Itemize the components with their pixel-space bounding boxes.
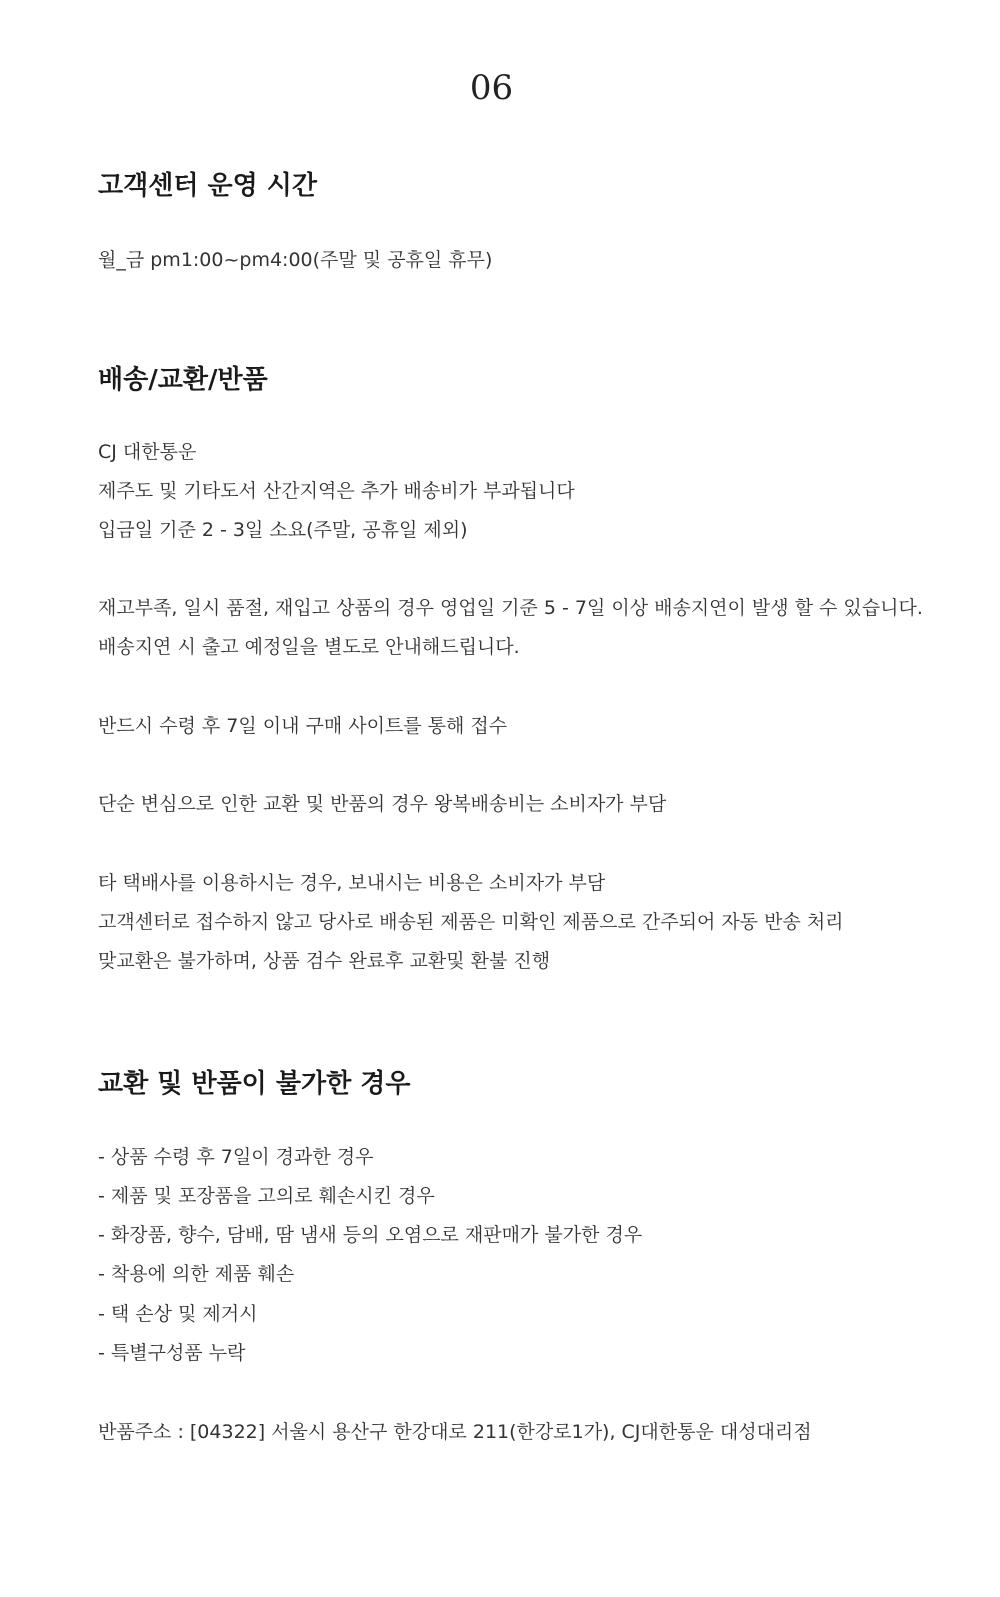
section-title-not-allowed: 교환 및 반품이 불가한 경우 — [98, 1069, 411, 1099]
exchange-policy: 맞교환은 불가하며, 상품 검수 완료후 교환및 환불 진행 — [98, 950, 551, 972]
list-item: - 택 손상 및 제거시 — [98, 1303, 258, 1325]
section-title-hours: 고객센터 운영 시간 — [98, 171, 318, 201]
hours-text: 월_금 pm1:00~pm4:00(주말 및 공휴일 휴무) — [98, 249, 493, 271]
shipping-carrier: CJ 대한통운 — [98, 441, 197, 463]
shipping-extra-fee: 제주도 및 기타도서 산간지역은 추가 배송비가 부과됩니다 — [98, 480, 575, 502]
return-shipping-cost: 단순 변심으로 인한 교환 및 반품의 경우 왕복배송비는 소비자가 부담 — [98, 793, 667, 815]
page-number: 06 — [469, 68, 514, 108]
other-courier-cost: 타 택배사를 이용하시는 경우, 보내시는 비용은 소비자가 부담 — [98, 872, 606, 894]
list-item: - 화장품, 향수, 담배, 땀 냄새 등의 오염으로 재판매가 불가한 경우 — [98, 1224, 643, 1246]
section-title-shipping: 배송/교환/반품 — [98, 365, 268, 395]
shipping-duration: 입금일 기준 2 - 3일 소요(주말, 공휴일 제외) — [98, 519, 468, 541]
return-address: 반품주소 : [04322] 서울시 용산구 한강대로 211(한강로1가), CJ대한통운 대성대리점 — [98, 1421, 812, 1443]
return-deadline: 반드시 수령 후 7일 이내 구매 사이트를 통해 접수 — [98, 715, 508, 737]
list-item: - 특별구성품 누락 — [98, 1342, 246, 1364]
shipping-delay-guide: 배송지연 시 출고 예정일을 별도로 안내해드립니다. — [98, 636, 520, 658]
shipping-delay-notice: 재고부족, 일시 품절, 재입고 상품의 경우 영업일 기준 5 - 7일 이상 배송지연이 발생 할 수 있습니다. — [98, 597, 923, 619]
unregistered-return: 고객센터로 접수하지 않고 당사로 배송된 제품은 미확인 제품으로 간주되어 자동 반송 처리 — [98, 911, 844, 933]
list-item: - 제품 및 포장품을 고의로 훼손시킨 경우 — [98, 1185, 435, 1207]
list-item: - 착용에 의한 제품 훼손 — [98, 1263, 295, 1285]
list-item: - 상품 수령 후 7일이 경과한 경우 — [98, 1146, 374, 1168]
